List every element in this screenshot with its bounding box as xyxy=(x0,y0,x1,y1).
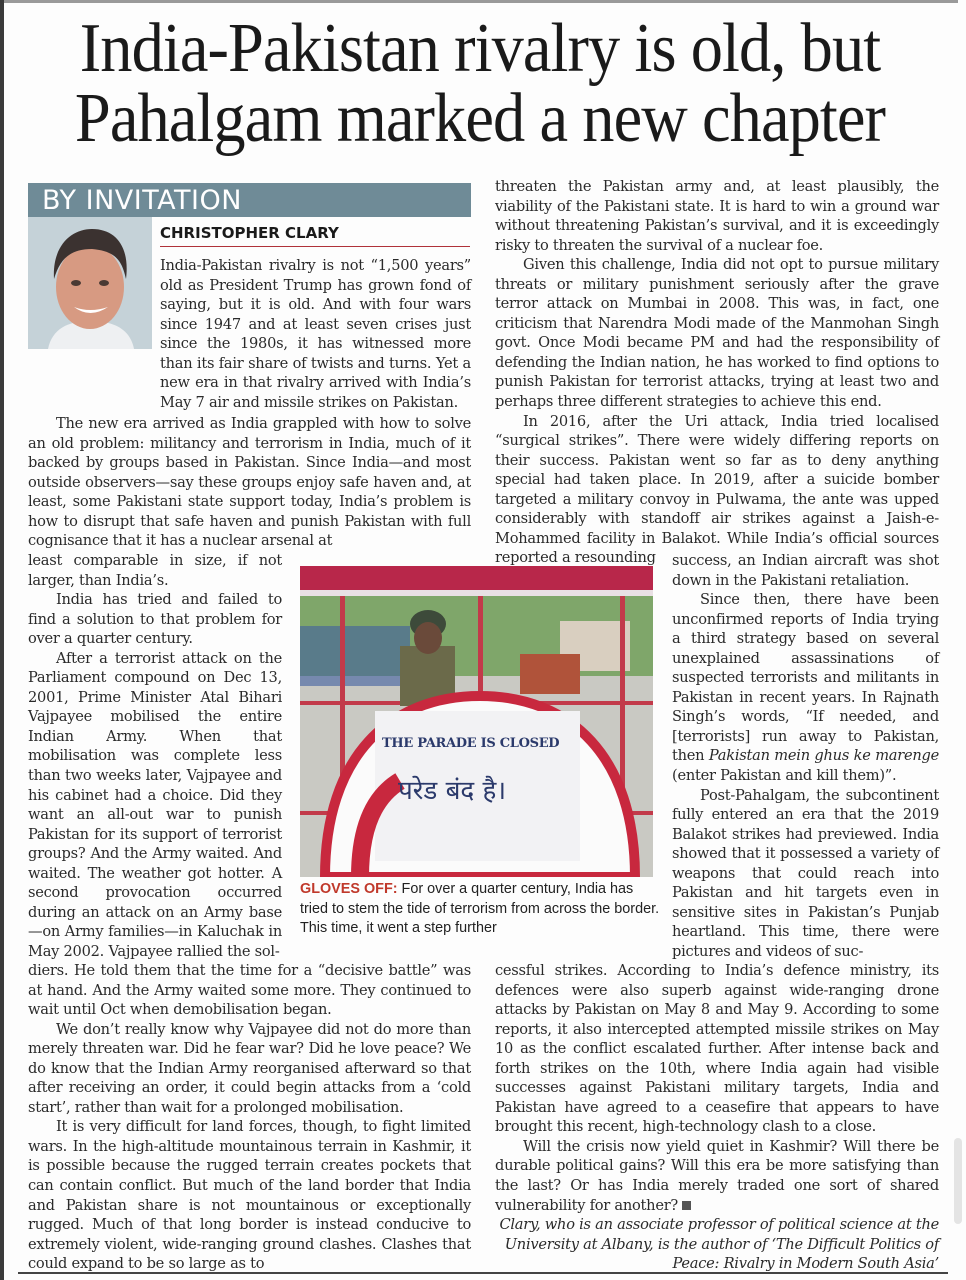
headline-line-1: India-Pakistan rivalry is old, but xyxy=(79,10,881,87)
paragraph-parliament: After a terrorist attack on the Parliament compound on Dec 13, 2001, Prime Minister Atal Bihari Vajpayee mobilised the entire Indian Army. When that mobilisation was complete less than two weeks later, Vajpayee and his cabinet had a choice. Did they want an all-out war to punish Pakistan for its support of terrorist groups? And the Army waited. And waited. The weather got hotter. A second provocation occurred during an attack on an Army base—on Army families—in Kaluchak in May 2002. Vajpayee rallied the sol- xyxy=(28,649,282,960)
top-border xyxy=(0,0,958,3)
column-2-bottom xyxy=(495,961,939,1274)
column-1-top xyxy=(28,256,471,412)
sign-hindi-text: परेड बंद है। xyxy=(398,776,507,806)
paragraph-uri: In 2016, after the Uri attack, India tried localised “surgical strikes”. There were widely differing reports on their success. Pakistan went so far as to deny anything special had taken place. In 2019, after a suicide bomber targeted a military convoy in Pulwama, the ante was upped considerably with standoff air strikes against a Jaish-e-Mohammed facility in Balakot. While India’s official sources reported a resounding xyxy=(495,412,939,567)
bottom-border xyxy=(18,1272,948,1274)
paragraph-third-strategy: Since then, there have been unconfirmed reports of India trying a third strategy based on several unexplained assassinations of suspected terrorists and militants in Pakistan in recent years. In Rajnath Singh’s words, “If needed, and [terrorists] run away to Pakistan, then Pakistan mein ghus ke marenge (enter Pakistan and kill them)”. xyxy=(672,591,939,785)
hindi-quote: Pakistan mein ghus ke marenge xyxy=(708,747,939,765)
scrollbar-thumb[interactable] xyxy=(954,1138,962,1224)
paragraph-parliament-cont: diers. He told them that the time for a “decisive battle” was at hand. And the Army waited some more. They continued to wait until Oct when demobilisation began. xyxy=(28,962,471,1019)
author-byline: CHRISTOPHER CLARY xyxy=(160,224,470,247)
photo-caption xyxy=(300,880,660,939)
caption-text: For over a quarter century, India has tried to stem the tide of terrorism from across the border. This time, it went a step further xyxy=(300,881,660,936)
left-border xyxy=(0,0,4,1280)
headline-line-2: Pahalgam marked a new chapter xyxy=(74,80,886,157)
column-2-top xyxy=(495,177,939,568)
end-mark-icon xyxy=(682,1201,691,1210)
paragraph-uri-cont: success, an Indian aircraft was shot down in the Pakistani retaliation. xyxy=(672,552,939,589)
paragraph-post-pahalgam-cont: cessful strikes. According to India’s defence ministry, its defences were also superb against wide-ranging drone attacks by Pakistan on May 8 and May 9. According to some reports, it also intercepted attempted missile strikes on May 10 as the conflict escalated further. After intense back and forth strikes on the 10th, where India again had visible successes against Pakistani military targets, India and Pakistan have agreed to a ceasefire that appears to have brought this recent, high-technology clash to a close. xyxy=(495,962,939,1136)
column-1-mid xyxy=(28,414,471,551)
paragraph-tried-failed: India has tried and failed to find a solution to that problem for over a quarter century. xyxy=(28,591,282,648)
column-1-narrow xyxy=(28,551,282,961)
paragraph-new-era: The new era arrived as India grappled with how to solve an old problem: militancy and terrorism in India, much of it backed by groups based in Pakistan. Since India—and most outside observers—say these groups enjoy safe haven and, at least, some Pakistani state support today, India’s problem is how to disrupt that safe haven and punish Pakistan with full cognisance that it has a nuclear arsenal at xyxy=(28,415,471,550)
paragraph-intro: India-Pakistan rivalry is not “1,500 years” old as President Trump has grown fond of saying, but it is old. And with four wars since 1947 and at least seven crises just since the 1980s, it has witnessed more than its fair share of twists and turns. Yet a new era in that rivalry arrived with India’s May 7 air and missile strikes on Pakistan. xyxy=(160,257,471,411)
column-1-bottom xyxy=(28,961,471,1274)
paragraph-land-forces-cont: threaten the Pakistan army and, at least plausibly, the viability of the Pakistani state. It is hard to win a ground war without threatening Pakistan’s survival, and it is exceedingly risky to threaten the survival of a nuclear foe. xyxy=(495,178,939,254)
news-photo xyxy=(300,566,653,877)
paragraph-land-forces: It is very difficult for land forces, though, to fight limited wars. In the high-altitude mountainous terrain in Kashmir, it is possible because the rugged terrain creates pockets that can contain conflict. But much of the land border that India and Pakistan share is not mountainous or exceptionally rugged. Much of that long border is instead conducive to extremely violent, wide-ranging ground clashes. Clashes that could expand to be so large as to xyxy=(28,1118,471,1273)
paragraph-mumbai: Given this challenge, India did not opt to pursue military threats or military punishment seriously after the grave terror attack on Mumbai in 2008. This was, in fact, one criticism that Narendra Modi made of the Manmohan Singh govt. Once Modi became PM and had the responsibility of defending the Indian nation, he has worked to find options to punish Pakistan for terrorist attacks, trying at least two and perhaps three different strategies to achieve this end. xyxy=(495,256,939,411)
author-bio: Clary, who is an associate professor of political science at the University at Albany, is the author of ‘The Difficult Politics of Peace: Rivalry in Modern South Asia’ xyxy=(499,1216,939,1273)
paragraph-new-era-cont: least comparable in size, if not larger, than India’s. xyxy=(28,552,282,589)
paragraph-vajpayee: We don’t really know why Vajpayee did not do more than merely threaten war. Did he fear war? Did he love peace? We do know that the Indian Army reorganised afterward so that after receiving an order, it could begin attacks from a ‘cold start’, rather than wait for a prolonged mobilisation. xyxy=(28,1020,471,1116)
section-kicker: BY INVITATION xyxy=(28,183,471,217)
sign-english-text: THE PARADE IS CLOSED xyxy=(382,736,560,751)
paragraph-conclusion: Will the crisis now yield quiet in Kashmir? Will there be durable political gains? Will this era be more satisfying than the last? Or has India merely traded one sort of shared vulnerability for another? xyxy=(495,1137,939,1214)
headline xyxy=(57,10,903,157)
parade-closed-photo xyxy=(300,566,653,877)
column-2-narrow xyxy=(672,551,939,961)
caption-lead: GLOVES OFF: xyxy=(300,881,398,897)
paragraph-post-pahalgam: Post-Pahalgam, the subcontinent fully entered an era that the 2019 Balakot strikes had previewed. India showed that it possessed a variety of weapons that could reach into Pakistan and hit targets even in sensitive sites in Pakistan’s Punjab heartland. This time, there were pictures and videos of suc- xyxy=(672,786,939,960)
